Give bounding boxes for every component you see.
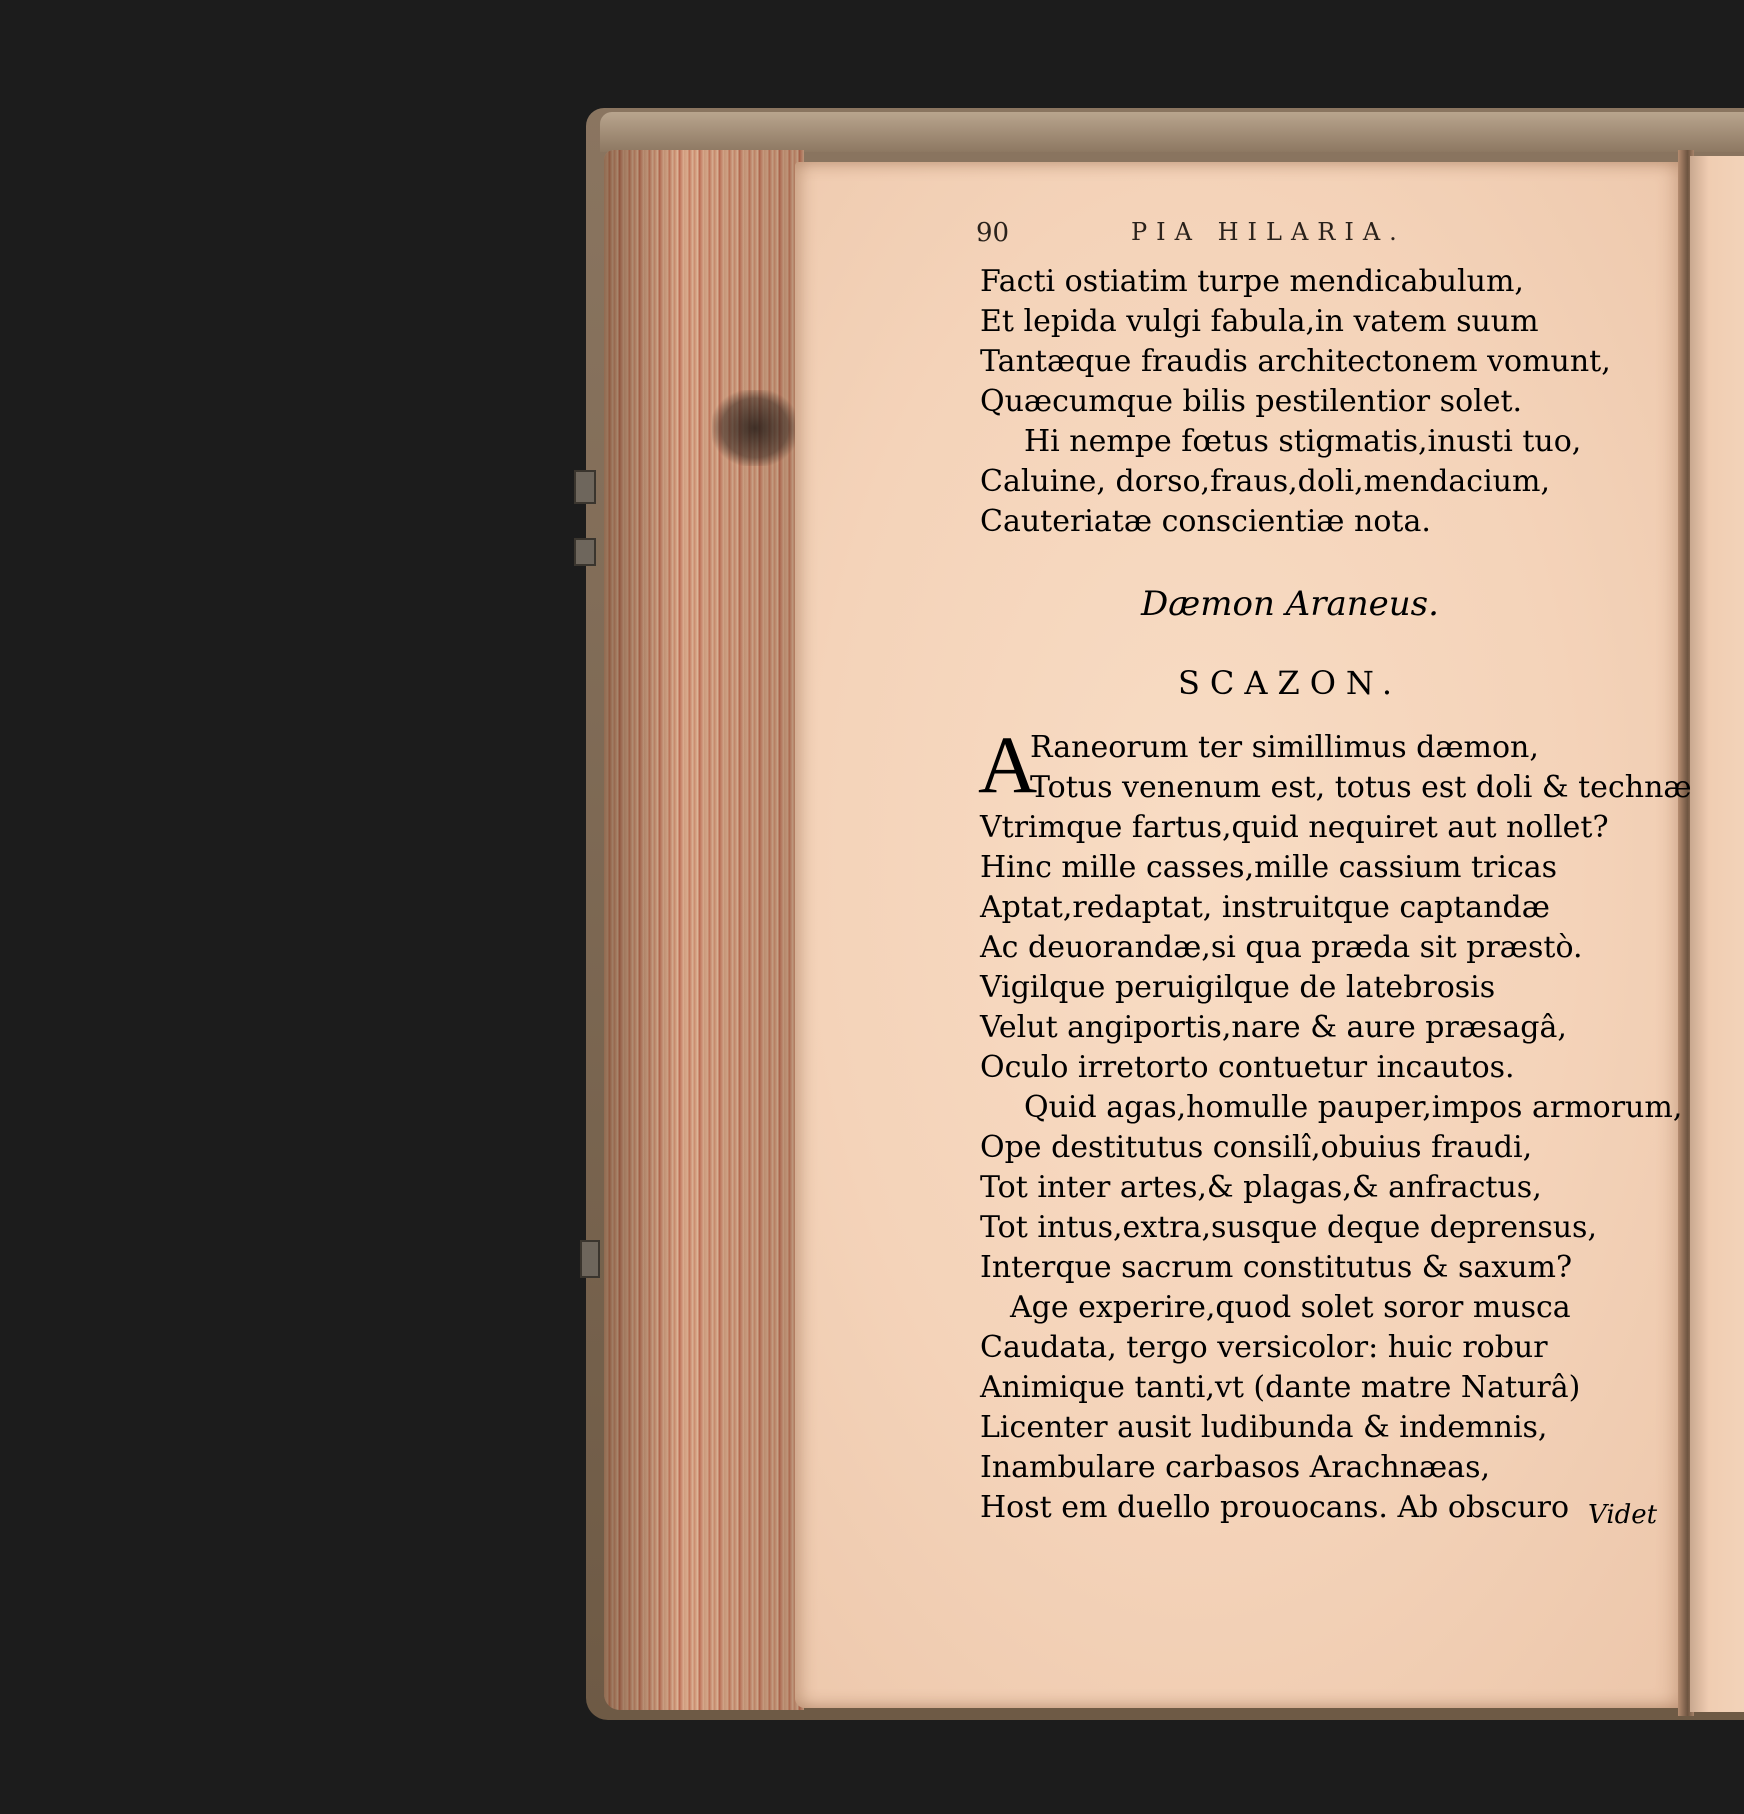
verse-line: Licenter ausit ludibunda & indemnis, bbox=[980, 1410, 1548, 1445]
verse-line: Caluine, dorso,fraus,doli,mendacium, bbox=[980, 464, 1550, 499]
clasp-icon bbox=[574, 538, 596, 566]
verse-line: Vtrimque fartus,quid nequiret aut nollet? bbox=[980, 810, 1609, 845]
verse-line: Age experire,quod solet soror musca bbox=[1010, 1290, 1571, 1325]
verse-block-top bbox=[980, 262, 1700, 542]
verse-line: Velut angiportis,nare & aure præsagâ, bbox=[980, 1010, 1567, 1045]
drop-cap: A bbox=[978, 719, 1038, 810]
verse-line: Ope destitutus consilî,obuius fraudi, bbox=[980, 1130, 1533, 1165]
verse-line: Hi nempe fœtus stigmatis,inusti tuo, bbox=[1024, 424, 1582, 459]
page-edges-shadow bbox=[604, 150, 804, 1710]
verse-line: Host em duello prouocans. Ab obscuro bbox=[980, 1490, 1570, 1525]
clasp-icon bbox=[580, 1240, 600, 1278]
poem-title: Dæmon Araneus. bbox=[1141, 584, 1439, 624]
poem-meter: SCAZON. bbox=[1177, 664, 1403, 702]
clasp-icon bbox=[574, 470, 596, 504]
verse-line: Raneorum ter simillimus dæmon, bbox=[1030, 730, 1539, 765]
verse-line: Aptat,redaptat, instruitque captandæ bbox=[980, 890, 1550, 925]
verse-line: Caudata, tergo versicolor: huic robur bbox=[980, 1330, 1548, 1365]
verse-line: Vigilque peruigilque de latebrosis bbox=[980, 970, 1496, 1005]
verse-line: Facti ostiatim turpe mendicabulum, bbox=[980, 264, 1524, 299]
verse-line: Cauteriatæ conscientiæ nota. bbox=[980, 504, 1431, 539]
catchword: Videt bbox=[1588, 1500, 1658, 1530]
poem-opening-lines bbox=[1030, 728, 1744, 808]
verse-line: Tot inter artes,& plagas,& anfractus, bbox=[980, 1170, 1542, 1205]
running-title: PIA HILARIA. bbox=[1131, 218, 1406, 246]
verse-line: Quid agas,homulle pauper,impos armorum, bbox=[1024, 1090, 1683, 1125]
verse-line: Inambulare carbasos Arachnæas, bbox=[980, 1450, 1490, 1485]
verse-line: Hinc mille casses,mille cassium tricas bbox=[980, 850, 1558, 885]
verse-line: Interque sacrum constitutus & saxum? bbox=[980, 1250, 1573, 1285]
verse-line: Totus venenum est, totus est doli & technæ bbox=[1030, 770, 1692, 805]
verse-line: Oculo irretorto contuetur incautos. bbox=[980, 1050, 1515, 1085]
running-head bbox=[976, 218, 1536, 252]
ink-stain bbox=[712, 390, 798, 466]
verse-line: Animique tanti,vt (dante matre Naturâ) bbox=[980, 1370, 1581, 1405]
verse-line: Et lepida vulgi fabula,in vatem suum bbox=[980, 304, 1539, 339]
book-top-edge bbox=[600, 112, 1744, 152]
verse-line: Tot intus,extra,susque deque deprensus, bbox=[980, 1210, 1597, 1245]
page-number: 90 bbox=[976, 218, 1010, 248]
verse-line: Ac deuorandæ,si qua præda sit præstò. bbox=[980, 930, 1583, 965]
verse-line: Quæcumque bilis pestilentior solet. bbox=[980, 384, 1523, 419]
verse-line: Tantæque fraudis architectonem vomunt, bbox=[980, 344, 1611, 379]
poem-body bbox=[980, 808, 1700, 1528]
